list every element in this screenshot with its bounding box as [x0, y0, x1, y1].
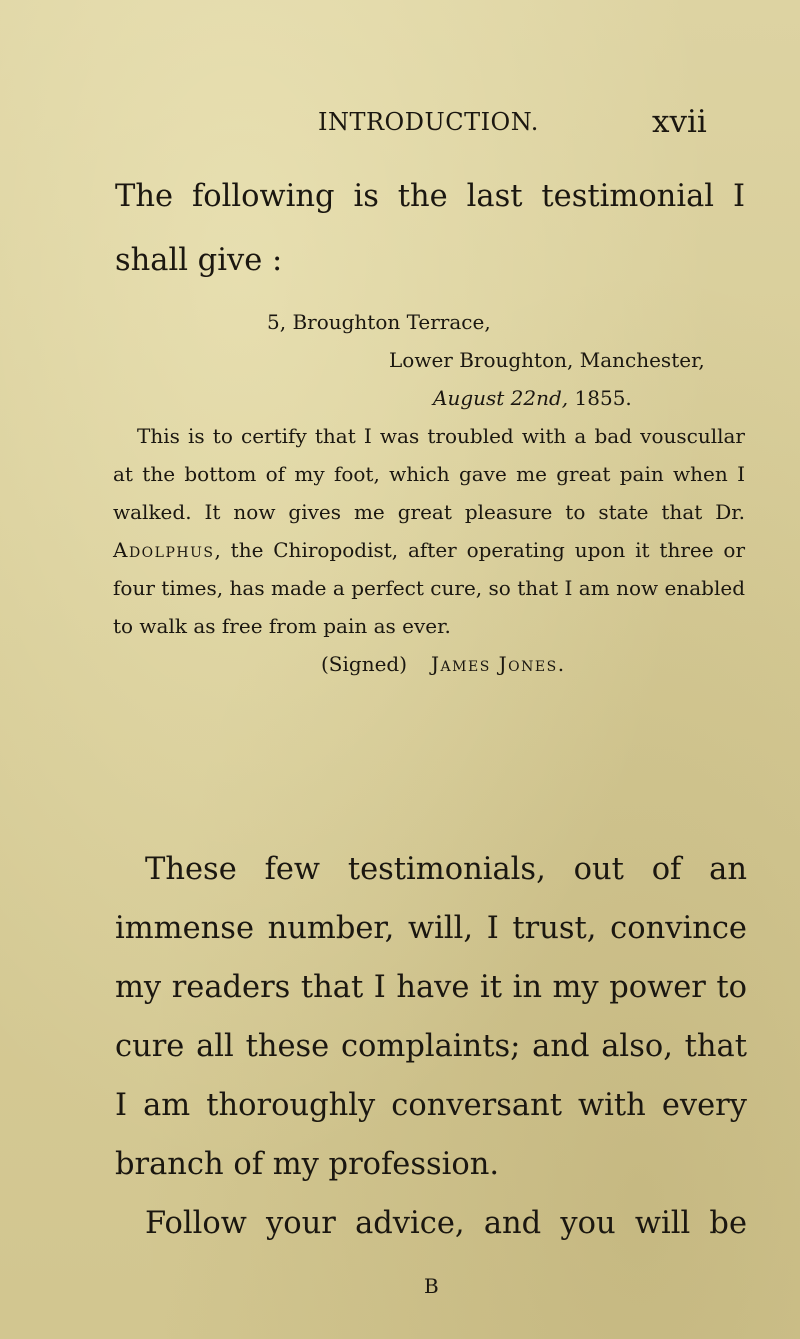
letter-body-part-1: This is to certify that I was troubled with a bad vouscullar at the bottom of my foot, which gave me great pain when I walked. It now gives me great pleasure to state that Dr.	[113, 424, 745, 524]
letter-date-year: 1855.	[574, 386, 632, 410]
closing-paragraph-1: These few testimonials, out of an immense number, will, I trust, convince my readers that I have it in my power to cure all these complaints; and also, that I am thoroughly conversant with every branch of my profession.	[115, 852, 747, 1182]
lead-line-2: shall give :	[115, 243, 283, 278]
address-line-2: Lower Broughton, Manchester,	[389, 348, 705, 372]
closing-paragraph-2: Follow your advice, and you will be	[145, 1206, 747, 1241]
address-line-1: 5, Broughton Terrace,	[267, 310, 491, 334]
page-number: xvii	[652, 104, 707, 140]
testimonial-letter	[113, 303, 745, 683]
lead-line-1: The following is the last testimonial I	[115, 179, 745, 214]
signed-label: (Signed)	[321, 652, 408, 676]
letter-date	[113, 379, 745, 417]
closing-text	[115, 840, 747, 1253]
printer-signature-mark: B	[424, 1274, 439, 1298]
letter-date-month: August 22nd,	[433, 386, 569, 410]
signer-name: James Jones.	[431, 652, 566, 676]
letter-signature	[113, 645, 745, 683]
lead-paragraph	[115, 165, 745, 293]
letter-body-part-2: , the Chiropodist, after operating upon it three or four times, has made a perfect cure, so that I am now enabled to walk as free from pain as ever.	[113, 538, 745, 638]
letter-body	[113, 417, 745, 645]
running-head-title: INTRODUCTION.	[318, 108, 539, 136]
doctor-name: Adolphus	[113, 538, 215, 562]
running-head	[0, 104, 800, 144]
